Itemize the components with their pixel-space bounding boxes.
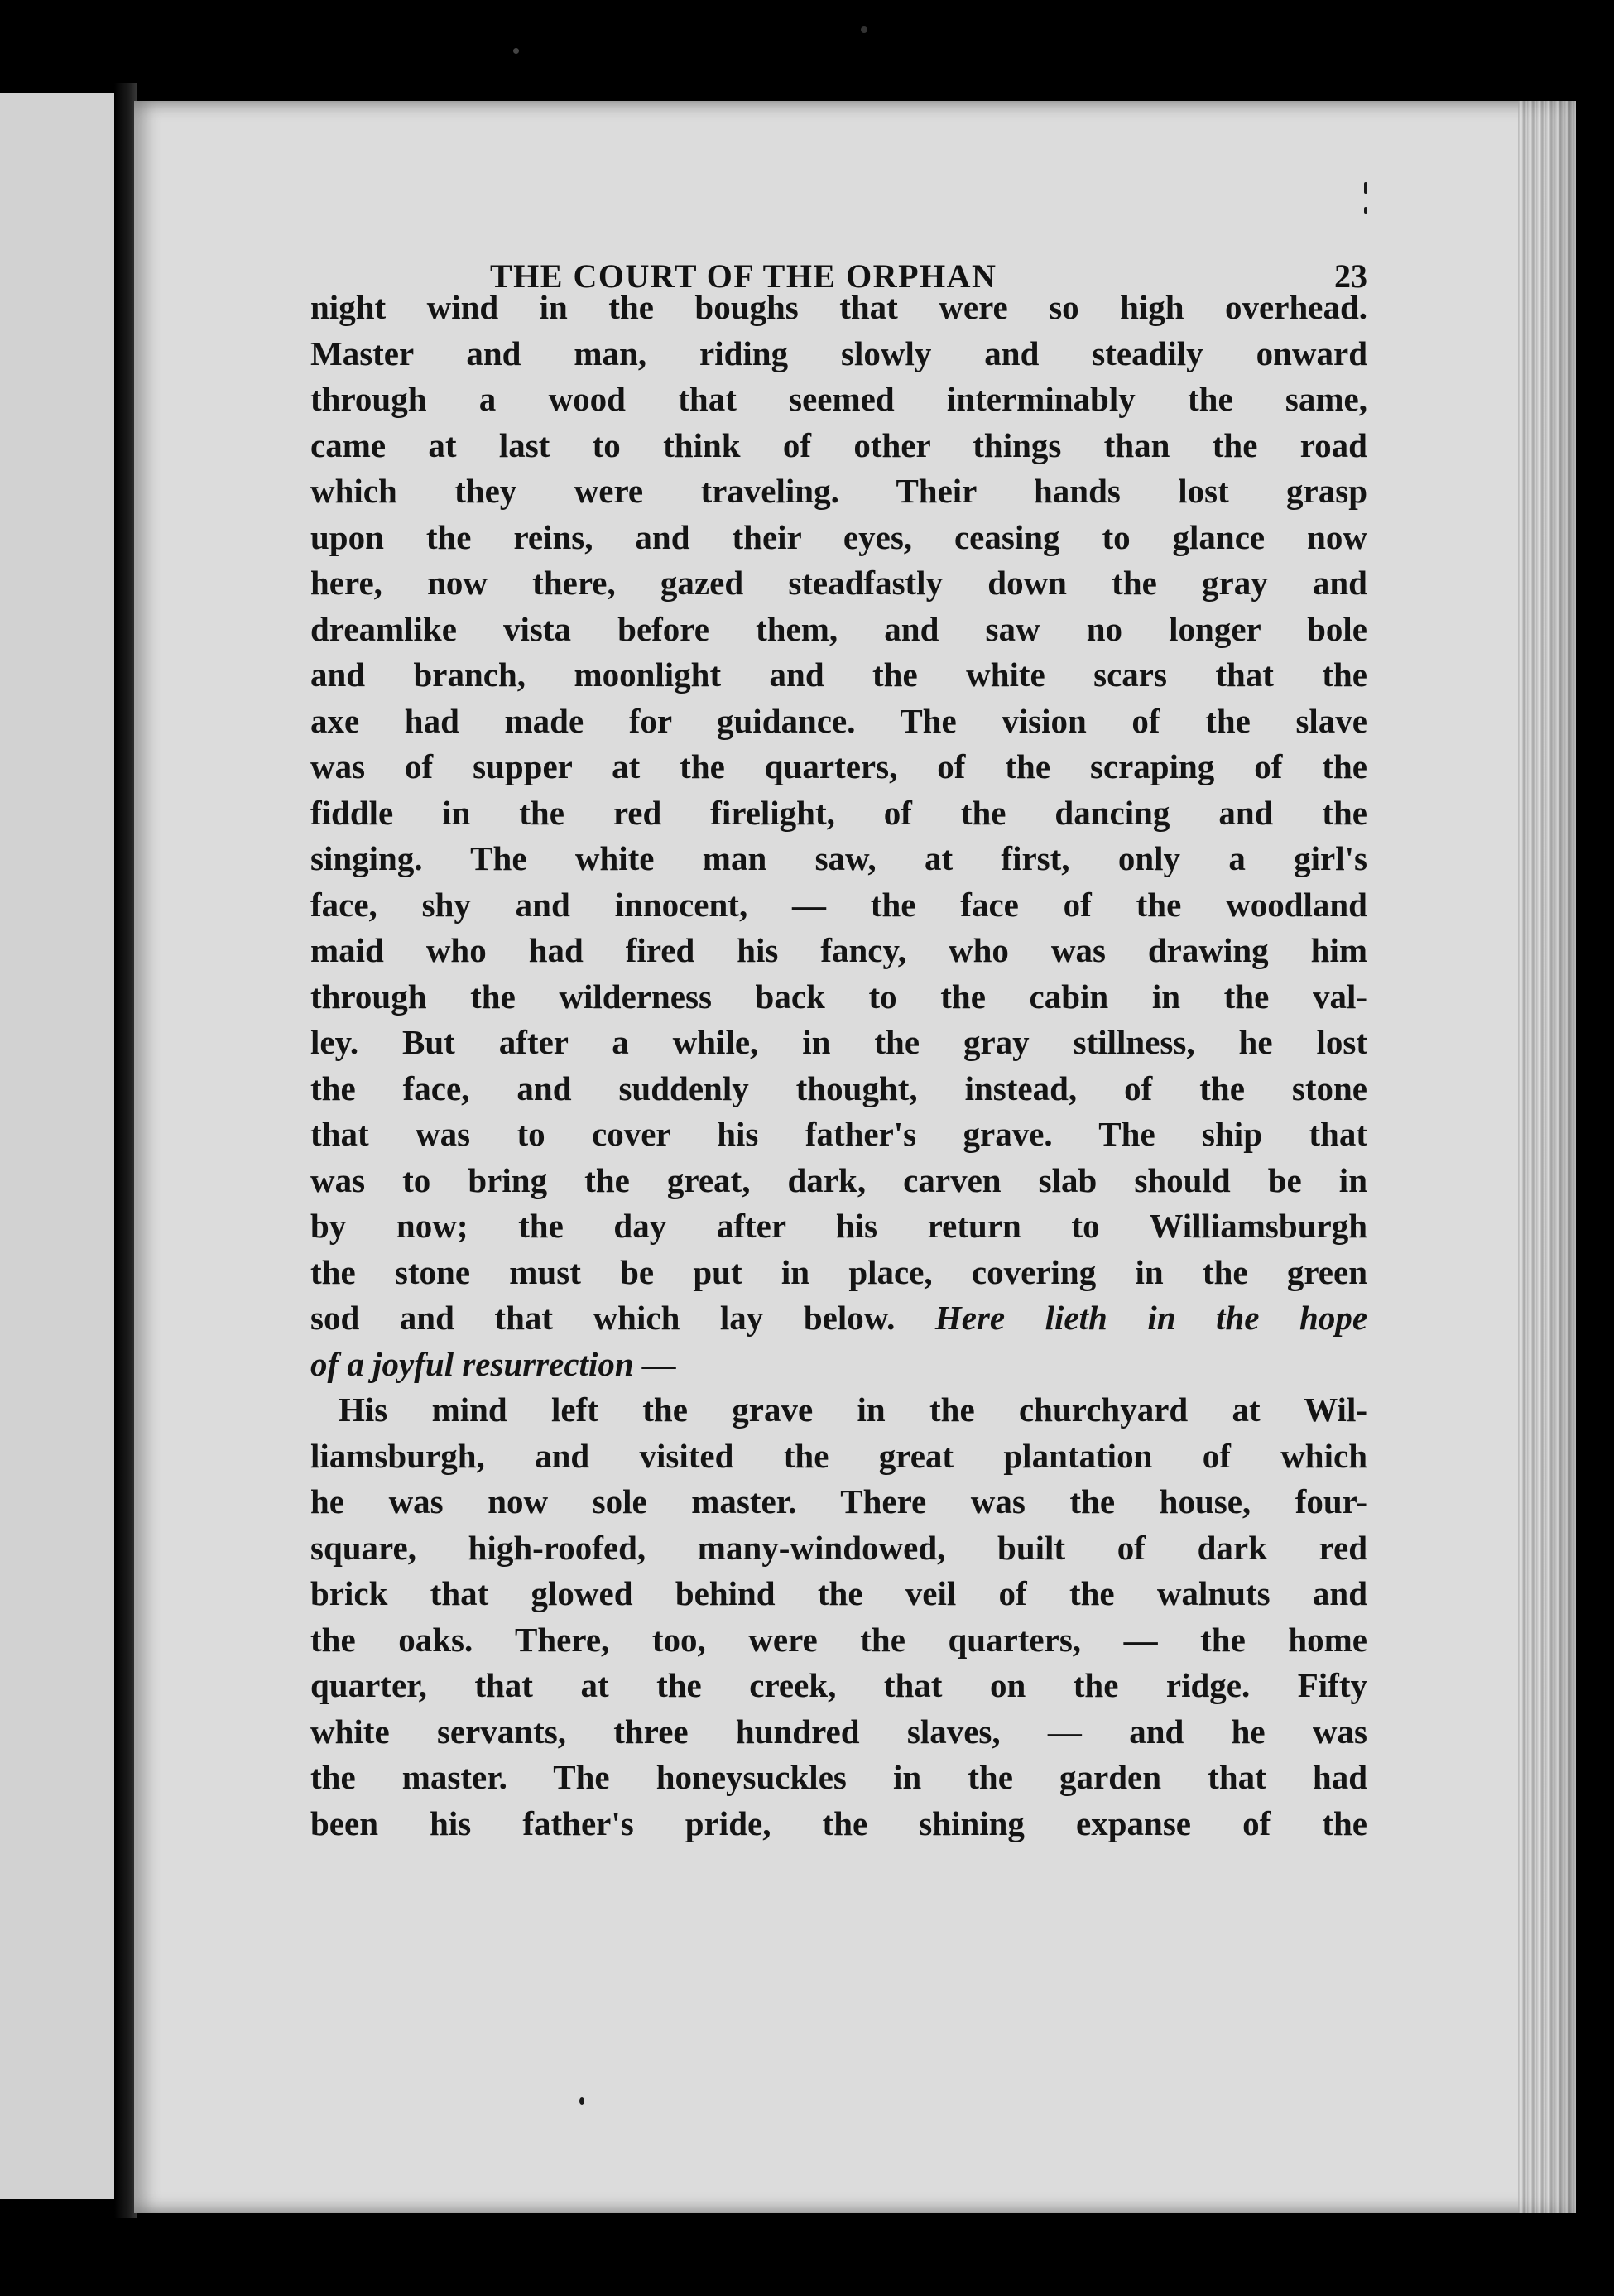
text-line: by now; the day after his return to Williamsburgh — [310, 1207, 1367, 1245]
text-line: singing. The white man saw, at first, only a girl's — [310, 839, 1367, 877]
ink-speck — [1364, 182, 1367, 194]
book-page — [134, 101, 1576, 2213]
facing-page-edge — [0, 93, 117, 2199]
text-run: sod and that which lay below. — [310, 1299, 896, 1337]
text-line: through a wood that seemed interminably the same, — [310, 380, 1367, 418]
text-line: been his father's pride, the shining expanse of the — [310, 1804, 1367, 1842]
ink-speck — [579, 2097, 584, 2105]
text-line: square, high-roofed, many-windowed, built of dark red — [310, 1528, 1367, 1567]
ink-speck — [513, 48, 519, 54]
ink-speck — [861, 26, 867, 33]
running-title: THE COURT OF THE ORPHAN — [490, 257, 997, 295]
text-line: he was now sole master. There was the house, four- — [310, 1482, 1367, 1520]
text-line-epitaph-end — [310, 1342, 1367, 1388]
text-line: was of supper at the quarters, of the scraping of the — [310, 747, 1367, 785]
text-line: which they were traveling. Their hands lost grasp — [310, 472, 1367, 510]
text-line: the master. The honeysuckles in the garden that had — [310, 1758, 1367, 1796]
text-line: ley. But after a while, in the gray stillness, he lost — [310, 1023, 1367, 1061]
paragraph-start-line: His mind left the grave in the churchyard at Wil- — [339, 1391, 1367, 1429]
text-line: fiddle in the red firelight, of the dancing and the — [310, 793, 1367, 832]
text-line: Master and man, riding slowly and steadily onward — [310, 334, 1367, 372]
text-line: upon the reins, and their eyes, ceasing to glance now — [310, 517, 1367, 556]
text-line: and branch, moonlight and the white scars that the — [310, 656, 1367, 694]
text-line: that was to cover his father's grave. The ship that — [310, 1115, 1367, 1153]
text-line: face, shy and innocent, — the face of the woodland — [310, 885, 1367, 924]
body-text — [310, 285, 1367, 1847]
text-line: here, now there, gazed steadfastly down the gray and — [310, 564, 1367, 602]
page-edge-texture — [1518, 101, 1576, 2213]
text-line: maid who had fired his fancy, who was drawing him — [310, 931, 1367, 969]
text-line: axe had made for guidance. The vision of the slave — [310, 701, 1367, 740]
ink-speck — [1364, 207, 1367, 214]
text-line: quarter, that at the creek, that on the ridge. Fifty — [310, 1666, 1367, 1704]
text-line: the stone must be put in place, covering in the green — [310, 1252, 1367, 1291]
page-number: 23 — [1334, 257, 1367, 295]
text-line: liamsburgh, and visited the great plantation of which — [310, 1436, 1367, 1475]
text-line: the oaks. There, too, were the quarters, — the home — [310, 1620, 1367, 1659]
text-line-epitaph-start — [310, 1295, 1367, 1342]
text-line: through the wilderness back to the cabin in the val- — [310, 977, 1367, 1016]
epitaph-italic: of a joyful resurrection — — [310, 1344, 676, 1383]
epitaph-italic: Here lieth in the hope — [934, 1299, 1368, 1337]
text-line: was to bring the great, dark, carven slab should be in — [310, 1160, 1367, 1199]
text-line: white servants, three hundred slaves, — and he was — [310, 1712, 1367, 1751]
text-line: the face, and suddenly thought, instead, of the stone — [310, 1069, 1367, 1107]
text-line: night wind in the boughs that were so high overhead. — [310, 288, 1367, 326]
text-line: dreamlike vista before them, and saw no longer bole — [310, 609, 1367, 648]
text-line: came at last to think of other things than the road — [310, 425, 1367, 464]
text-line: brick that glowed behind the veil of the walnuts and — [310, 1574, 1367, 1612]
